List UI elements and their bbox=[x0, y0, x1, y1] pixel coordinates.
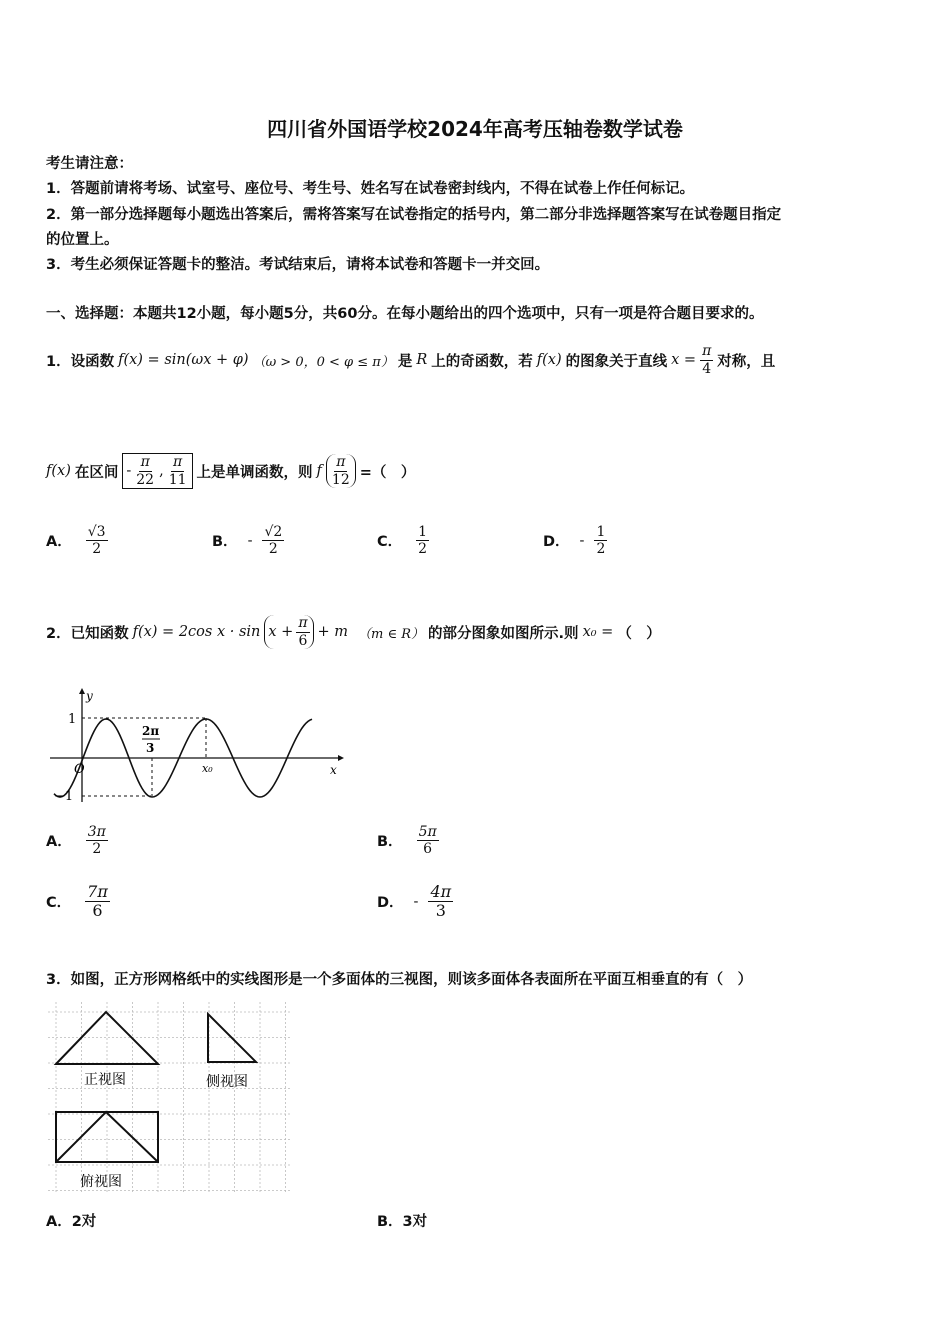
q1-fx2: f(x) bbox=[46, 463, 71, 479]
q2-x0: x₀ = bbox=[582, 624, 614, 640]
q2-t1: 的部分图象如图所示.则 bbox=[428, 625, 579, 642]
notice-item-3: 3．考生必须保证答题卡的整洁。考试结束后，请将本试卷和答题卡一并交回。 bbox=[46, 257, 550, 273]
y-label: y bbox=[86, 689, 93, 703]
q1-fx: f(x) bbox=[536, 352, 562, 368]
tick-den: 3 bbox=[146, 741, 155, 755]
q2-graph bbox=[46, 686, 346, 806]
page-title: 四川省外国语学校2024年高考压轴卷数学试卷 bbox=[267, 117, 683, 141]
q2-cond: （m ∈ R） bbox=[358, 626, 425, 642]
q1-option-c[interactable]: C． $\frac{1}{2}$ bbox=[377, 524, 428, 558]
x-axis-arrow bbox=[338, 755, 344, 761]
q2-option-a[interactable]: A． $\frac{3\pi}{2}$ bbox=[46, 824, 106, 858]
q2-option-c[interactable]: C． $\frac{7\pi}{6}$ bbox=[46, 882, 108, 921]
q1-interval: - $\frac{\pi}{22}$ , $\frac{\pi}{11}$ bbox=[122, 453, 192, 488]
q1-t7: =（ ） bbox=[359, 464, 416, 481]
x0-label: x₀ bbox=[202, 762, 213, 775]
q1-t1: 是 bbox=[397, 353, 413, 370]
q1-label: 1．设函数 bbox=[46, 353, 115, 370]
q1-option-d[interactable]: D． - $\frac{1}{2}$ bbox=[543, 524, 606, 558]
q2-sin-arg: x + $\frac{\pi}{6}$ bbox=[264, 615, 313, 648]
q1-option-b[interactable]: B． - $\frac{√2}{2}$ bbox=[212, 524, 283, 558]
side-view-triangle bbox=[208, 1014, 256, 1062]
x-label: x bbox=[330, 763, 337, 777]
q1-t3: 的图象关于直线 bbox=[565, 353, 668, 370]
y-axis-arrow bbox=[79, 688, 85, 694]
q3-option-b[interactable]: B．3对 bbox=[377, 1214, 428, 1230]
origin-label: O bbox=[74, 762, 85, 777]
q3-three-views bbox=[46, 1000, 292, 1194]
q1-R: R bbox=[416, 352, 428, 368]
q1-f-arg: $\frac{\pi}{12}$ bbox=[326, 454, 356, 487]
q2-option-b[interactable]: B． $\frac{5\pi}{6}$ bbox=[377, 824, 437, 858]
q1-func: f(x) = sin(ωx + φ) bbox=[118, 352, 249, 368]
q2-t2: （ ） bbox=[617, 625, 661, 642]
y-neg-one-label: −1 bbox=[54, 789, 74, 804]
grid-lines bbox=[48, 1002, 290, 1192]
q1-option-a[interactable]: A． $\frac{√3}{2}$ bbox=[46, 524, 106, 558]
q3-stem: 3．如图，正方形网格纸中的实线图形是一个多面体的三视图，则该多面体各表面所在平面互相垂直的有（ ） bbox=[46, 972, 753, 988]
q2-func: f(x) = 2cos x · sin bbox=[132, 624, 261, 640]
q1-xeq: x = bbox=[671, 352, 697, 368]
q1-f: f bbox=[316, 463, 322, 479]
section-heading: 一、选择题：本题共12小题，每小题5分，共60分。在每小题给出的四个选项中，只有一项是符合题目要求的。 bbox=[46, 306, 764, 322]
notice-heading: 考生请注意： bbox=[46, 156, 133, 172]
q1-stem-cont bbox=[46, 446, 415, 496]
q1-t5: 在区间 bbox=[74, 464, 119, 481]
q1-cond: （ω > 0，0 < φ ≤ π） bbox=[252, 354, 394, 370]
q2-label: 2．已知函数 bbox=[46, 625, 129, 642]
q1-t4: 对称，且 bbox=[717, 353, 776, 370]
q2-option-d[interactable]: D． - $\frac{4\pi}{3}$ bbox=[377, 882, 452, 921]
q3-option-a[interactable]: A．2对 bbox=[46, 1214, 97, 1230]
notice-item-1: 1．答题前请将考场、试室号、座位号、考生号、姓名写在试卷密封线内，不得在试卷上作任何标记。 bbox=[46, 181, 695, 197]
y-one-label: 1 bbox=[68, 712, 77, 727]
q1-stem bbox=[46, 338, 775, 382]
notice-item-2: 2．第一部分选择题每小题选出答案后，需将答案写在试卷指定的括号内，第二部分非选择题答案写在试卷题目指定 bbox=[46, 207, 782, 223]
q2-stem bbox=[46, 606, 661, 658]
tick-num: 2π bbox=[142, 724, 160, 738]
q1-frac-pi-4: $\frac{\pi}{4}$ bbox=[702, 343, 712, 377]
side-view-label: 侧视图 bbox=[206, 1074, 248, 1090]
notice-item-2-cont: 的位置上。 bbox=[46, 232, 119, 248]
front-view-label: 正视图 bbox=[84, 1072, 126, 1088]
q1-t2: 上的奇函数，若 bbox=[431, 353, 533, 370]
top-view-label: 俯视图 bbox=[80, 1174, 122, 1190]
q2-plus-m: + m bbox=[317, 624, 349, 640]
q1-t6: 上是单调函数，则 bbox=[196, 464, 313, 481]
